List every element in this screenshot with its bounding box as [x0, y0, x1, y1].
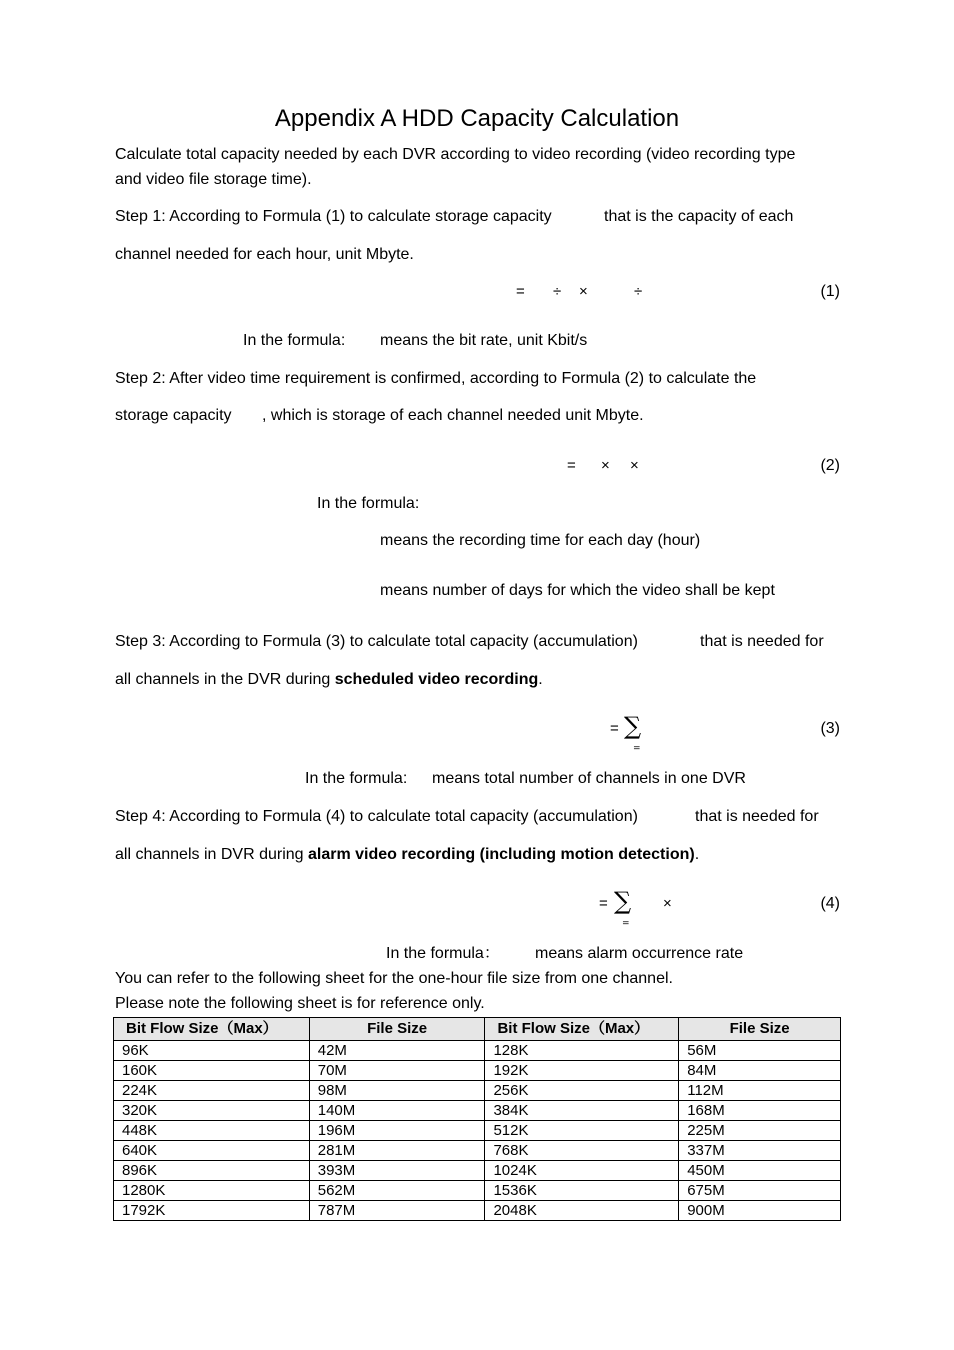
step4-line-2-bold: alarm video recording (including motion detection)	[308, 846, 695, 863]
intro-line-2: and video file storage time).	[115, 171, 312, 188]
cell-bit-flow-1: 160K	[114, 1061, 310, 1081]
cell-file-size-1: 393M	[309, 1161, 485, 1181]
cell-file-size-1: 70M	[309, 1061, 485, 1081]
cell-bit-flow-1: 1792K	[114, 1201, 310, 1221]
formula1-divide-2: ÷	[634, 283, 643, 300]
cell-bit-flow-2: 128K	[485, 1041, 679, 1061]
table-row	[114, 1161, 841, 1181]
step2-note-a: means the recording time for each day (hour)	[380, 532, 701, 549]
step1-note-prefix: In the formula:	[243, 332, 346, 349]
cell-bit-flow-1: 1280K	[114, 1181, 310, 1201]
table-row	[114, 1061, 841, 1081]
table-row	[114, 1141, 841, 1161]
formula1-times: ×	[579, 283, 588, 300]
formula4-equals: =	[599, 895, 608, 912]
table-header-row	[114, 1018, 841, 1041]
cell-bit-flow-1: 896K	[114, 1161, 310, 1181]
refer-line-1: You can refer to the following sheet for the one-hour file size from one channel.	[115, 970, 673, 987]
table-row	[114, 1201, 841, 1221]
formula2-number: (2)	[820, 457, 840, 474]
step2-line-1: Step 2: After video time requirement is confirmed, according to Formula (2) to calculate the	[115, 370, 757, 387]
table-row	[114, 1121, 841, 1141]
cell-file-size-1: 562M	[309, 1181, 485, 1201]
cell-file-size-2: 168M	[679, 1101, 841, 1121]
formula4-number: (4)	[820, 895, 840, 912]
step3-line-2-end: .	[538, 671, 543, 688]
step3-note-text: means total number of channels in one DVR	[432, 770, 746, 787]
cell-bit-flow-1: 448K	[114, 1121, 310, 1141]
step3-line-1a: Step 3: According to Formula (3) to calculate total capacity (accumulation)	[115, 633, 638, 650]
formula1-divide-1: ÷	[553, 283, 562, 300]
table-row	[114, 1041, 841, 1061]
cell-bit-flow-2: 256K	[485, 1081, 679, 1101]
step1-line-2: channel needed for each hour, unit Mbyte.	[115, 246, 414, 263]
header-bit-flow-2: Bit Flow Size（Max）	[485, 1018, 679, 1041]
header-bit-flow-1: Bit Flow Size（Max）	[114, 1018, 310, 1041]
page-title: Appendix A HDD Capacity Calculation	[274, 105, 680, 132]
cell-file-size-2: 900M	[679, 1201, 841, 1221]
step1-line-1b: that is the capacity of each	[604, 208, 794, 225]
formula3-subscript: =	[633, 744, 641, 754]
step2-note-prefix: In the formula:	[317, 495, 420, 512]
cell-file-size-1: 140M	[309, 1101, 485, 1121]
cell-file-size-2: 112M	[679, 1081, 841, 1101]
step3-line-2	[115, 670, 543, 690]
refer-line-2: Please note the following sheet is for reference only.	[115, 995, 485, 1012]
cell-bit-flow-2: 512K	[485, 1121, 679, 1141]
formula2-equals: =	[567, 457, 576, 474]
cell-bit-flow-1: 224K	[114, 1081, 310, 1101]
formula3-sigma: ∑	[624, 712, 642, 740]
table-row	[114, 1101, 841, 1121]
cell-file-size-1: 196M	[309, 1121, 485, 1141]
cell-file-size-2: 337M	[679, 1141, 841, 1161]
step3-line-2-plain: all channels in the DVR during	[115, 671, 335, 688]
formula4-subscript: =	[622, 919, 630, 929]
step3-line-1b: that is needed for	[700, 633, 824, 650]
cell-file-size-2: 225M	[679, 1121, 841, 1141]
cell-bit-flow-1: 320K	[114, 1101, 310, 1121]
cell-bit-flow-2: 1024K	[485, 1161, 679, 1181]
step4-line-2	[115, 845, 699, 865]
formula4-sigma: ∑	[614, 887, 632, 915]
intro-line-1: Calculate total capacity needed by each DVR according to video recording (video recording type	[115, 146, 796, 163]
cell-file-size-2: 56M	[679, 1041, 841, 1061]
step2-line-2b: , which is storage of each channel needed unit Mbyte.	[262, 407, 644, 424]
step4-line-1b: that is needed for	[695, 808, 819, 825]
cell-bit-flow-1: 640K	[114, 1141, 310, 1161]
formula3-equals: =	[610, 720, 619, 737]
step2-note-b: means number of days for which the video shall be kept	[380, 582, 775, 599]
formula3-number: (3)	[820, 720, 840, 737]
table-body	[114, 1041, 841, 1221]
header-file-size-2: File Size	[679, 1018, 841, 1041]
step4-line-2-plain: all channels in DVR during	[115, 846, 308, 863]
formula1-equals: =	[516, 283, 525, 300]
table-row	[114, 1181, 841, 1201]
cell-file-size-2: 450M	[679, 1161, 841, 1181]
step2-line-2a: storage capacity	[115, 407, 232, 424]
header-file-size-1: File Size	[309, 1018, 485, 1041]
step3-note-prefix: In the formula:	[305, 770, 408, 787]
cell-bit-flow-2: 768K	[485, 1141, 679, 1161]
step4-note-prefix: In the formula：	[386, 945, 500, 962]
step1-note-text: means the bit rate, unit Kbit/s	[380, 332, 588, 349]
cell-file-size-1: 98M	[309, 1081, 485, 1101]
cell-bit-flow-2: 192K	[485, 1061, 679, 1081]
cell-bit-flow-2: 2048K	[485, 1201, 679, 1221]
file-size-table	[113, 1017, 841, 1221]
formula1-number: (1)	[820, 283, 840, 300]
step4-line-1a: Step 4: According to Formula (4) to calculate total capacity (accumulation)	[115, 808, 638, 825]
step4-note-text: means alarm occurrence rate	[535, 945, 744, 962]
cell-file-size-1: 281M	[309, 1141, 485, 1161]
table-row	[114, 1081, 841, 1101]
step1-line-1a: Step 1: According to Formula (1) to calculate storage capacity	[115, 208, 552, 225]
cell-file-size-2: 675M	[679, 1181, 841, 1201]
cell-file-size-2: 84M	[679, 1061, 841, 1081]
cell-file-size-1: 787M	[309, 1201, 485, 1221]
step3-line-2-bold: scheduled video recording	[334, 671, 539, 688]
cell-bit-flow-2: 1536K	[485, 1181, 679, 1201]
formula2-times-2: ×	[630, 457, 639, 474]
formula4-times: ×	[663, 895, 672, 912]
step4-line-2-end: .	[694, 846, 700, 863]
formula2-times-1: ×	[601, 457, 610, 474]
cell-bit-flow-1: 96K	[114, 1041, 310, 1061]
cell-bit-flow-2: 384K	[485, 1101, 679, 1121]
cell-file-size-1: 42M	[309, 1041, 485, 1061]
